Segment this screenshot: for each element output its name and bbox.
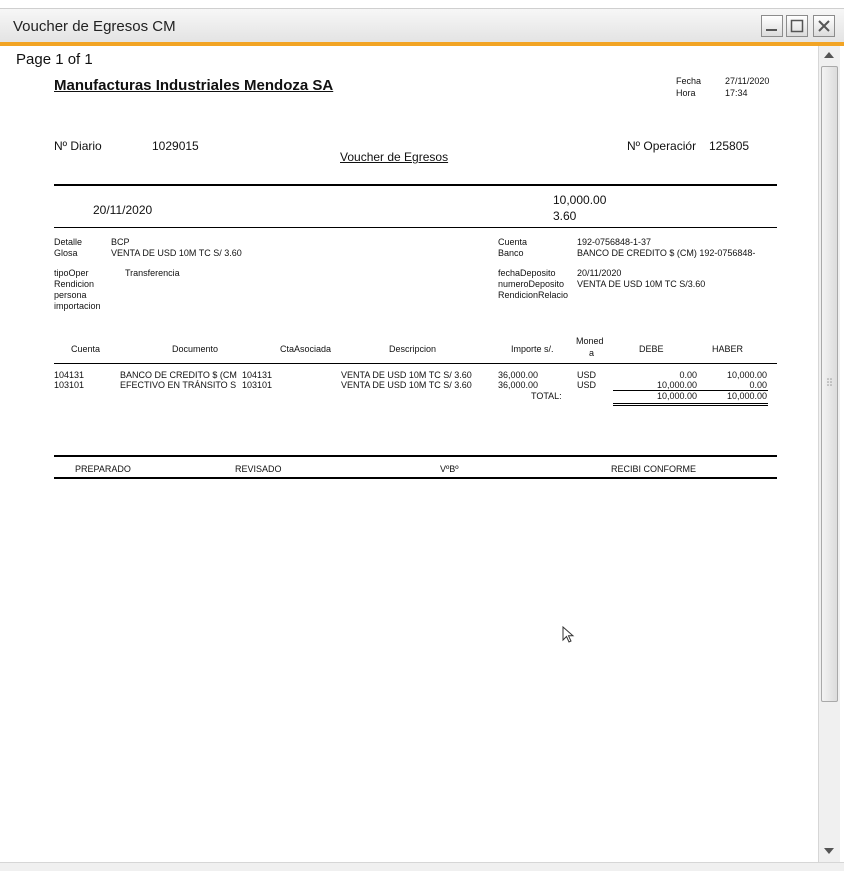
cuenta-label: Cuenta	[498, 237, 528, 247]
fechadeposito-value: 20/11/2020	[577, 268, 622, 278]
total-line-1	[613, 403, 768, 404]
col-moneda: Moned	[576, 336, 604, 346]
table-header-divider	[54, 363, 777, 364]
row1-descripcion: VENTA DE USD 10M TC S/ 3.60	[341, 370, 472, 380]
scroll-down-icon[interactable]	[824, 848, 834, 854]
operacion-label: Nº Operaciór	[627, 139, 697, 153]
total-debe: 10,000.00	[656, 391, 697, 401]
maximize-icon	[790, 19, 804, 33]
numerodeposito-value: VENTA DE USD 10M TC S/3.60	[577, 279, 706, 289]
company-name: Manufacturas Industriales Mendoza SA	[54, 77, 334, 94]
page-indicator: Page 1 of 1	[16, 51, 93, 68]
row1-importe: 36,000.00	[498, 370, 539, 380]
total-haber: 10,000.00	[726, 391, 767, 401]
glosa-value: VENTA DE USD 10M TC S/ 3.60	[111, 248, 242, 258]
importacion-label: importacion	[54, 301, 101, 311]
tipooper-value: Transferencia	[125, 268, 180, 278]
row1-cta: 104131	[242, 370, 273, 380]
numerodeposito-label: numeroDeposito	[498, 279, 565, 289]
banco-value: BANCO DE CREDITO $ (CM) 192-0756848-	[577, 248, 756, 258]
rendicionrelacio-label: RendicionRelacio	[498, 290, 569, 300]
col-moneda-wrap: a	[589, 348, 595, 358]
window-title: Voucher de Egresos CM	[13, 18, 176, 35]
fecha-value: 27/11/2020	[725, 76, 770, 86]
total-line-2	[613, 405, 768, 406]
operacion-value: 125805	[709, 139, 750, 153]
close-icon	[817, 19, 831, 33]
title-accent-bar	[0, 42, 844, 46]
voucher-title: Voucher de Egresos	[340, 150, 449, 164]
voucher-amount: 10,000.00	[553, 193, 607, 207]
tipooper-label: tipoOper	[54, 268, 89, 278]
col-haber: HABER	[712, 344, 744, 354]
col-descripcion: Descripcion	[389, 344, 437, 354]
diario-value: 1029015	[152, 139, 199, 153]
rendicion-label: Rendicion	[54, 279, 95, 289]
row1-debe: 0.00	[679, 370, 697, 380]
row2-moneda: USD	[577, 380, 597, 390]
fechadeposito-label: fechaDeposito	[498, 268, 556, 278]
header-divider	[54, 184, 777, 186]
amount-divider	[54, 227, 777, 228]
detalle-value: BCP	[111, 237, 130, 247]
close-button[interactable]	[813, 15, 835, 37]
grip-icon	[822, 377, 837, 389]
signature-top-line	[54, 455, 777, 457]
col-cuenta: Cuenta	[71, 344, 101, 354]
voucher-date: 20/11/2020	[93, 203, 153, 217]
row2-cta: 103101	[242, 380, 273, 390]
hora-value: 17:34	[725, 88, 748, 98]
row2-haber: 0.00	[749, 380, 767, 390]
hora-label: Hora	[676, 88, 696, 98]
diario-label: Nº Diario	[54, 139, 102, 153]
col-documento: Documento	[172, 344, 219, 354]
scrollbar-thumb[interactable]	[821, 66, 838, 702]
banco-label: Banco	[498, 248, 524, 258]
row1-haber: 10,000.00	[726, 370, 767, 380]
mouse-cursor-icon	[562, 626, 576, 646]
row1-documento: BANCO DE CREDITO $ (CM	[120, 370, 237, 380]
persona-label: persona	[54, 290, 87, 300]
cuenta-value: 192-0756848-1-37	[577, 237, 652, 247]
row1-moneda: USD	[577, 370, 597, 380]
vertical-scrollbar[interactable]	[818, 46, 840, 862]
signature-vobo: VºBº	[440, 464, 459, 474]
row2-debe: 10,000.00	[656, 380, 697, 390]
report-page	[14, 71, 806, 861]
total-label: TOTAL:	[531, 391, 562, 401]
detalle-label: Detalle	[54, 237, 83, 247]
maximize-button[interactable]	[786, 15, 808, 37]
signature-recibi-conforme: RECIBI CONFORME	[611, 464, 697, 474]
signature-revisado: REVISADO	[235, 464, 282, 474]
signature-bottom-line	[54, 477, 777, 479]
col-debe: DEBE	[639, 344, 664, 354]
row2-descripcion: VENTA DE USD 10M TC S/ 3.60	[341, 380, 472, 390]
signature-preparado: PREPARADO	[75, 464, 131, 474]
col-importe: Importe s/.	[511, 344, 554, 354]
scroll-up-icon[interactable]	[824, 52, 834, 58]
row1-cuenta: 104131	[54, 370, 85, 380]
row2-importe: 36,000.00	[498, 380, 539, 390]
fecha-label: Fecha	[676, 76, 702, 86]
minimize-button[interactable]	[761, 15, 783, 37]
minimize-icon	[765, 19, 779, 33]
top-edge	[0, 0, 844, 8]
row2-documento: EFECTIVO EN TRÁNSITO S	[120, 380, 237, 390]
col-ctaasociada: CtaAsociada	[280, 344, 332, 354]
voucher-rate: 3.60	[553, 209, 577, 223]
glosa-label: Glosa	[54, 248, 78, 258]
title-bar[interactable]	[0, 8, 844, 43]
row2-cuenta: 103101	[54, 380, 85, 390]
